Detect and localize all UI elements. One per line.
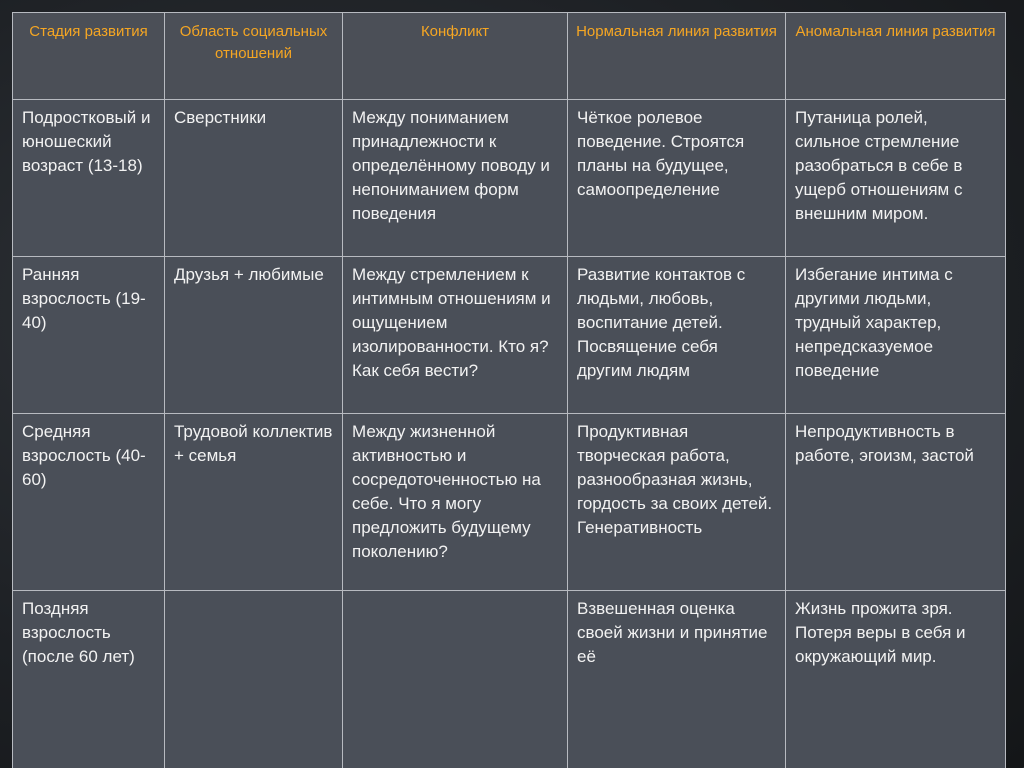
development-stages-table <box>12 12 1006 768</box>
header-abnormal-line: Аномальная линия развития <box>786 13 1006 100</box>
cell-conflict <box>343 591 568 768</box>
header-row <box>13 13 1006 100</box>
table-row <box>13 414 1006 591</box>
cell-social-relations: Трудовой коллектив + семья <box>165 414 343 591</box>
header-conflict: Конфликт <box>343 13 568 100</box>
cell-stage: Средняя взрослость (40-60) <box>13 414 165 591</box>
cell-social-relations: Сверстники <box>165 100 343 257</box>
cell-abnormal-line: Жизнь прожита зря. Потеря веры в себя и окружающий мир. <box>786 591 1006 768</box>
cell-abnormal-line: Непродуктивность в работе, эгоизм, застой <box>786 414 1006 591</box>
cell-social-relations <box>165 591 343 768</box>
cell-abnormal-line: Избегание интима с другими людьми, трудный характер, непредсказуемое поведение <box>786 257 1006 414</box>
cell-abnormal-line: Путаница ролей, сильное стремление разобраться в себе в ущерб отношениям с внешним миром. <box>786 100 1006 257</box>
cell-normal-line: Продуктивная творческая работа, разнообразная жизнь, гордость за своих детей. Генеративность <box>568 414 786 591</box>
header-social-relations: Область социальных отношений <box>165 13 343 100</box>
table-row <box>13 100 1006 257</box>
cell-normal-line: Взвешенная оценка своей жизни и принятие её <box>568 591 786 768</box>
cell-stage: Поздняя взрослость (после 60 лет) <box>13 591 165 768</box>
cell-stage: Ранняя взрослость (19-40) <box>13 257 165 414</box>
header-normal-line: Нормальная линия развития <box>568 13 786 100</box>
cell-normal-line: Чёткое ролевое поведение. Строятся планы на будущее, самоопределение <box>568 100 786 257</box>
cell-stage: Подростковый и юношеский возраст (13-18) <box>13 100 165 257</box>
table-row <box>13 591 1006 768</box>
header-stage: Стадия развития <box>13 13 165 100</box>
cell-normal-line: Развитие контактов с людьми, любовь, воспитание детей. Посвящение себя другим людям <box>568 257 786 414</box>
cell-social-relations: Друзья + любимые <box>165 257 343 414</box>
cell-conflict: Между пониманием принадлежности к определённому поводу и непониманием форм поведения <box>343 100 568 257</box>
cell-conflict: Между стремлением к интимным отношениям и ощущением изолированности. Кто я? Как себя вести? <box>343 257 568 414</box>
cell-conflict: Между жизненной активностью и сосредоточенностью на себе. Что я могу предложить будущему поколению? <box>343 414 568 591</box>
table-row <box>13 257 1006 414</box>
